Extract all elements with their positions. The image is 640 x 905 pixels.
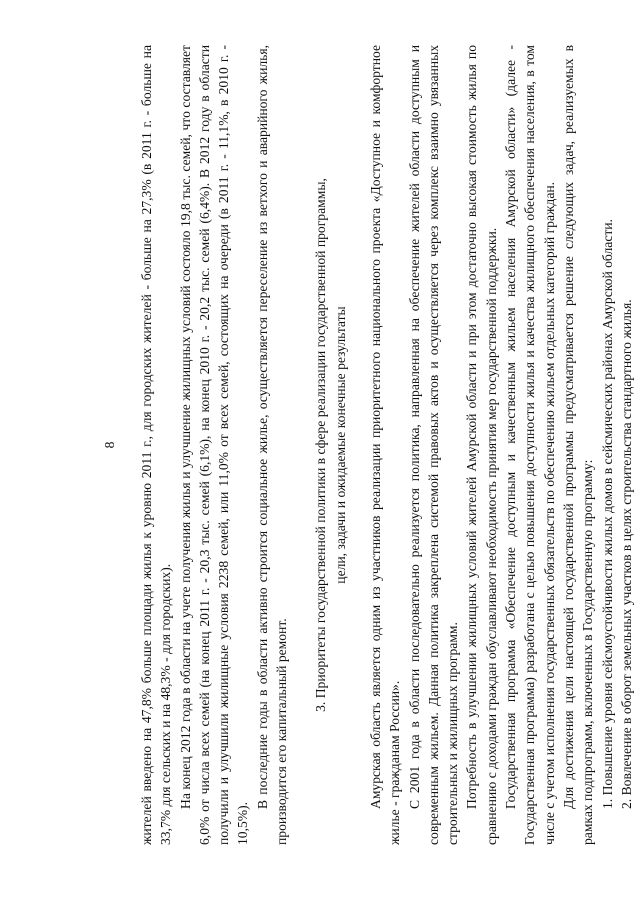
body-paragraph-3: В последние годы в области активно строится социальное жилье, осуществляется переселение из ветхого и аварийного жилья, производится его капитальный ремонт.	[254, 45, 290, 845]
list-item-2: 2. Вовлечение в оборот земельных участков в целях строительства стандартного жилья.	[618, 299, 634, 809]
body-paragraph-5: С 2001 года в области последовательно реализуется политика, направленная на обеспечение жителей области доступным и современным жильем. Данная политика закреплена системой правовых актов и осуществляется через комплекс взаимно увязанных строительных и жилищных программ.	[406, 45, 461, 845]
body-paragraph-1: жителей введено на 47,8% больше площади жилья к уровню 2011 г., для городских жителей - больше на 27,3% (в 2011 г. - больше на 33,7% для сельских и на 48,3% - для городских).	[139, 45, 174, 845]
section-heading-line-1: 3. Приоритеты государственной политики в сфере реализации государственной программы,	[313, 178, 329, 712]
page-number: 8	[102, 441, 117, 449]
spacer	[291, 45, 305, 845]
body-paragraph-6: Потребность в улучшении жилищных условий жителей Амурской области и при этом достаточно высокая стоимость жилья по сравнению с доходами граждан обуславливают необходимость принятия мер государственной поддержки.	[464, 45, 499, 845]
section-heading-line-2: цели, задачи и ожидаемые конечные результаты	[332, 306, 348, 584]
rotated-page-content	[100, 45, 634, 845]
body-paragraph-8: Для достижения цели настоящей государственной программы предусматривается решение следующих задач, реализуемых в рамках подпрограмм, включенных в Государственную программу:	[560, 45, 596, 845]
body-paragraph-7: Государственная программа «Обеспечение доступным и качественным жильем населения Амурской области» (далее - Государственная программа) разработана с целью повышения доступности жилья и качества жилищного обеспечения населения, в том числе с учетом исполнения государственных обязательств по обеспечению жильем отдельных категорий граждан.	[503, 45, 557, 845]
body-paragraph-4: Амурская область является одним из участников реализации приоритетного национального проекта «Доступное и комфортное жилье - гражданам России».	[367, 45, 403, 845]
body-paragraph-2: На конец 2012 года в области на учете получения жилья и улучшение жилищных условий состояло 19,8 тыс. семей, что составляет 6,0% от числа всех семей (на конец 2011 г. - 20,3 тыс. семей (6,1%), на конец 2010 г. - 20,2 тыс. семей (6,4%). В 2012 году в области получили и улучшили жилищные условия 2238 семей, или 11,0% от всех семей, состоящих на очереди (в 2011 г. - 11,1%, в 2010 г. - 10,5%).	[177, 45, 251, 845]
list-item-1: 1. Повышение уровня сейсмоустойчивости жилых домов в сейсмических районах Амурской области.	[599, 219, 615, 809]
